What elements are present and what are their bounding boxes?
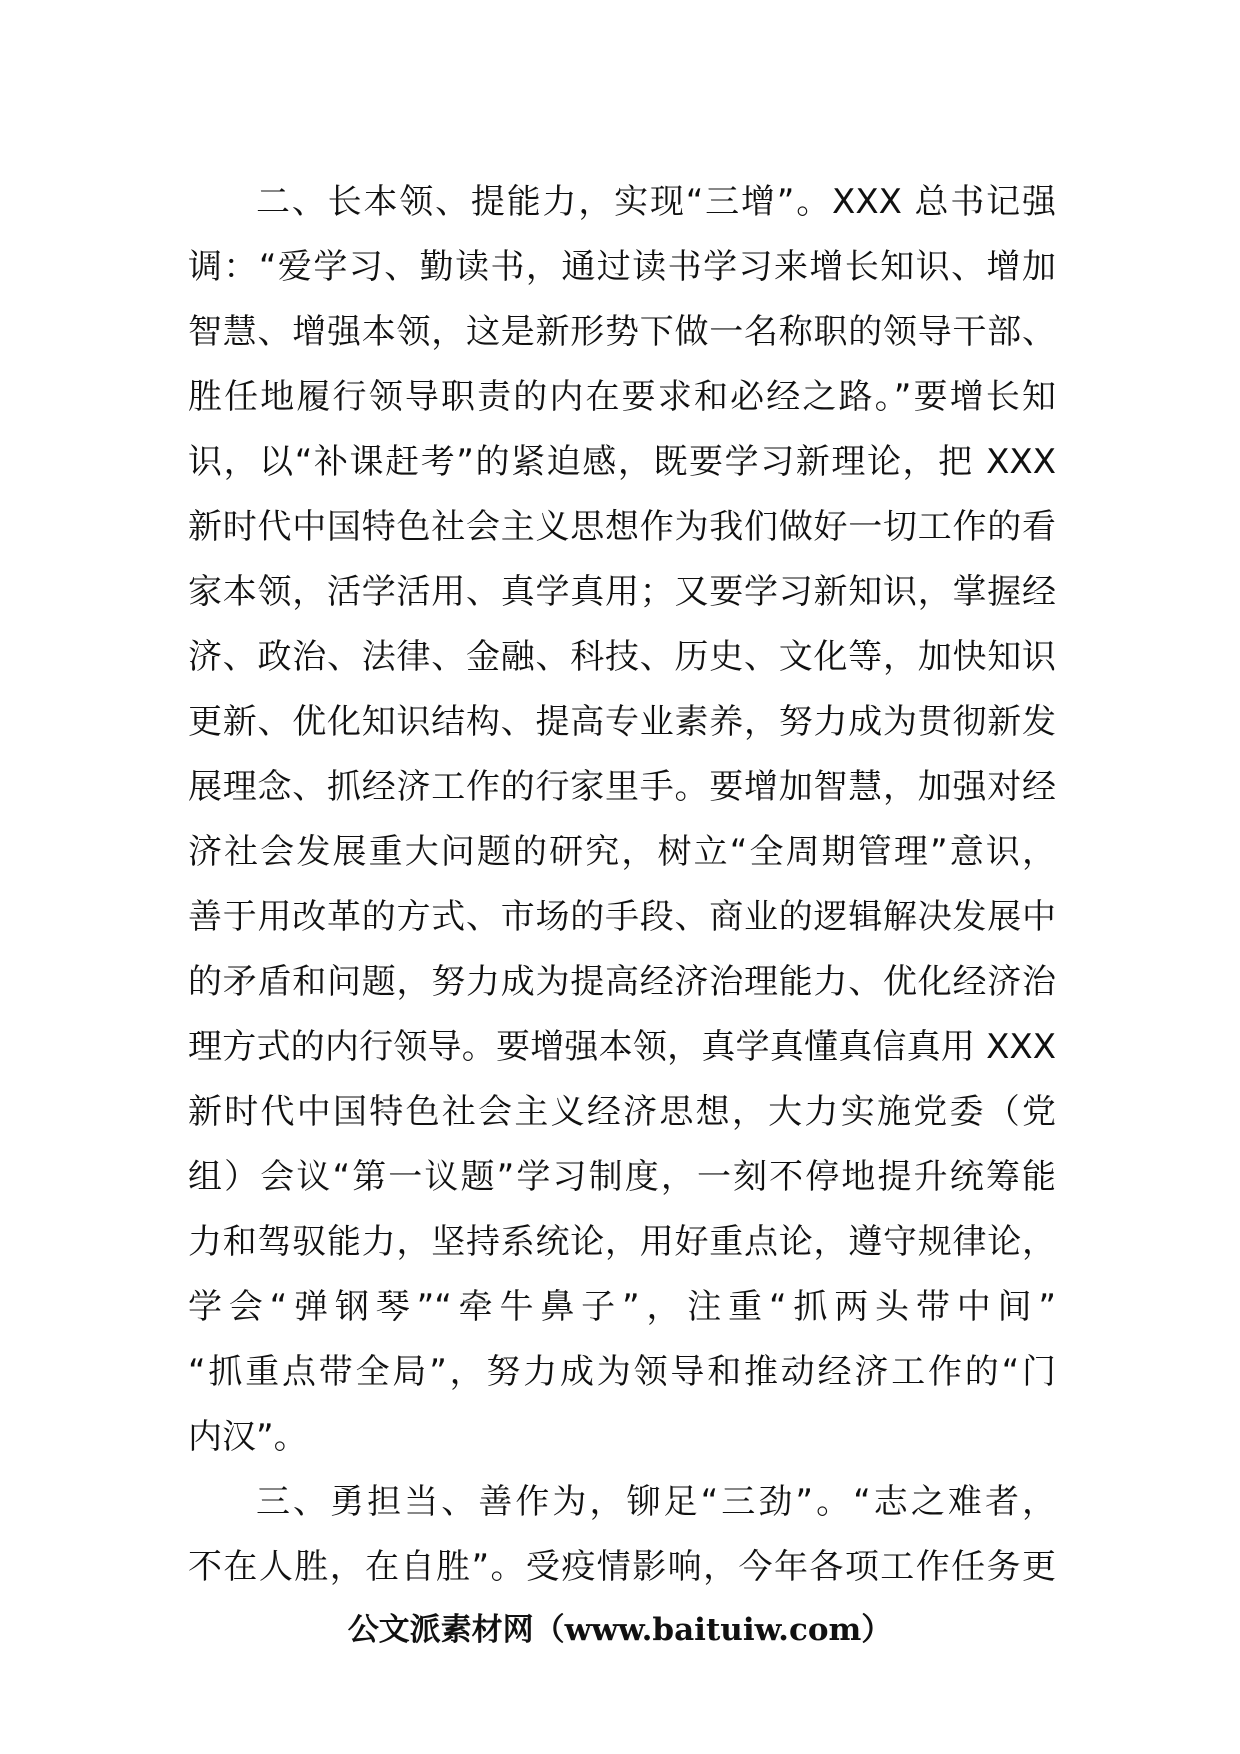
paragraph-2-line-7: 家本领，活学活用、真学真用；又要学习新知识，掌握经 [188, 572, 1056, 612]
paragraph-2-line-2: 调：“爱学习、勤读书，通过读书学习来增长知识、增加 [188, 247, 1056, 287]
footer-watermark: 公文派素材网（www.baituiw.com） [347, 1612, 893, 1648]
paragraph-2-line-16: 组）会议“第一议题”学习制度，一刻不停地提升统筹能 [188, 1157, 1056, 1197]
paragraph-2-line-11: 济社会发展重大问题的研究，树立“全周期管理”意识， [188, 832, 1056, 872]
paragraph-2-line-15: 新时代中国特色社会主义经济思想，大力实施党委（党 [188, 1092, 1056, 1132]
paragraph-2-line-1: 二、长本领、提能力，实现“三增”。XXX 总书记强 [256, 182, 1056, 222]
paragraph-2-line-10: 展理念、抓经济工作的行家里手。要增加智慧，加强对经 [188, 767, 1056, 807]
paragraph-2-line-9: 更新、优化知识结构、提高专业素养，努力成为贯彻新发 [188, 702, 1056, 742]
paragraph-2-line-14: 理方式的内行领导。要增强本领，真学真懂真信真用 XXX [188, 1027, 1056, 1067]
paragraph-2-line-18: 学会“弹钢琴”“牵牛鼻子”，注重“抓两头带中间” [188, 1287, 1056, 1327]
paragraph-2-line-19: “抓重点带全局”，努力成为领导和推动经济工作的“门 [188, 1352, 1056, 1392]
paragraph-3-line-1: 三、勇担当、善作为，铆足“三劲”。“志之难者， [256, 1482, 1056, 1522]
paragraph-2-line-4: 胜任地履行领导职责的内在要求和必经之路。”要增长知 [188, 377, 1056, 417]
paragraph-2-line-12: 善于用改革的方式、市场的手段、商业的逻辑解决发展中 [188, 897, 1056, 937]
paragraph-2-line-5: 识，以“补课赶考”的紧迫感，既要学习新理论，把 XXX [188, 442, 1056, 482]
paragraph-2-line-17: 力和驾驭能力，坚持系统论，用好重点论，遵守规律论， [188, 1222, 1056, 1262]
paragraph-2-line-13: 的矛盾和问题，努力成为提高经济治理能力、优化经济治 [188, 962, 1056, 1002]
paragraph-2-line-3: 智慧、增强本领，这是新形势下做一名称职的领导干部、 [188, 312, 1056, 352]
paragraph-2-line-8: 济、政治、法律、金融、科技、历史、文化等，加快知识 [188, 637, 1056, 677]
document-body [188, 170, 1056, 1600]
paragraph-2-line-6: 新时代中国特色社会主义思想作为我们做好一切工作的看 [188, 507, 1056, 547]
paragraph-3-line-2: 不在人胜，在自胜”。受疫情影响，今年各项工作任务更 [188, 1547, 1056, 1587]
paragraph-2-line-20: 内汉”。 [188, 1417, 308, 1457]
